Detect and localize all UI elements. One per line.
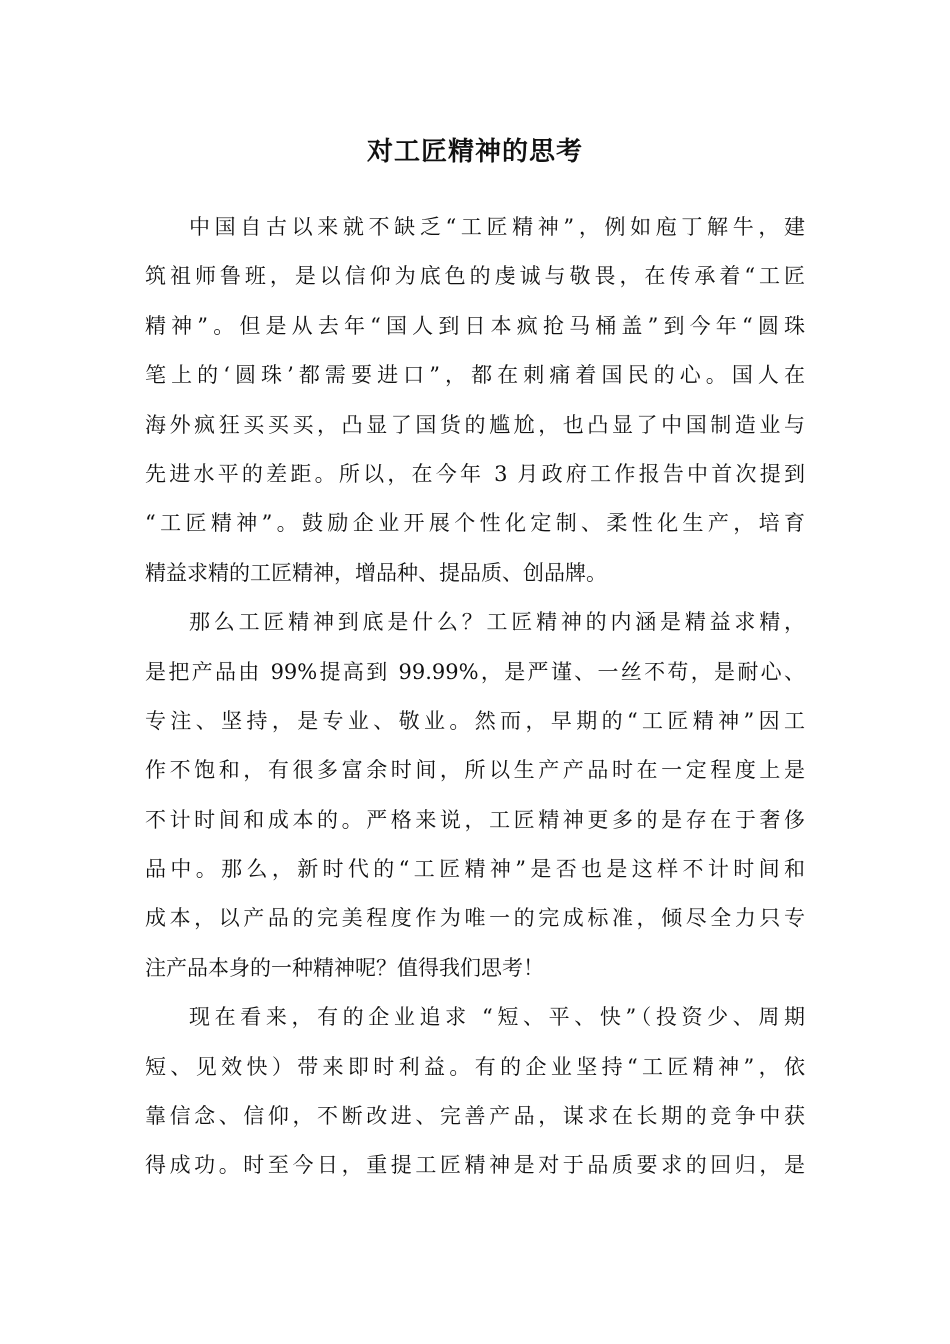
- paragraph-1-line-1: 中国自古以来就不缺乏“工匠精神”，例如庖丁解牛，建: [189, 215, 805, 239]
- paragraph-1-line-2: 筑祖师鲁班，是以信仰为底色的虔诚与敬畏，在传承着“工匠: [145, 264, 805, 289]
- paragraph-2-line-7: 成本，以产品的完美程度作为唯一的完成标准，倾尽全力只专: [145, 906, 805, 931]
- paragraph-2-line-8: 注产品本身的一种精神呢？值得我们思考！: [145, 955, 544, 980]
- paragraph-3-line-1: 现在看来，有的企业追求 “短、平、快”（投资少、周期: [189, 1005, 805, 1030]
- paragraph-1-line-6: 先进水平的差距。所以，在今年 3 月政府工作报告中首次提到: [145, 461, 805, 486]
- paragraph-2-line-5: 不计时间和成本的。严格来说，工匠精神更多的是存在于奢侈: [145, 807, 805, 832]
- paragraph-2-line-3: 专注、坚持，是专业、敬业。然而，早期的“工匠精神”因工: [145, 708, 805, 733]
- paragraph-2-line-1: 那么工匠精神到底是什么？工匠精神的内涵是精益求精，: [189, 610, 805, 635]
- paragraph-3-line-4: 得成功。时至今日，重提工匠精神是对于品质要求的回归，是: [145, 1153, 805, 1178]
- paragraph-2-line-6: 品中。那么，新时代的“工匠精神”是否也是这样不计时间和: [145, 857, 805, 882]
- document-body: [145, 203, 805, 1191]
- paragraph-1-line-3: 精神”。但是从去年“国人到日本疯抢马桶盖”到今年“圆珠: [145, 313, 805, 338]
- paragraph-2-line-4: 作不饱和，有很多富余时间，所以生产产品时在一定程度上是: [145, 758, 805, 783]
- paragraph-1-line-4: 笔上的‘圆珠’都需要进口”，都在刺痛着国民的心。国人在: [145, 363, 805, 388]
- paragraph-1-line-7: “工匠精神”。鼓励企业开展个性化定制、柔性化生产，培育: [145, 511, 805, 536]
- paragraph-2-line-2: 是把产品由 99%提高到 99.99%，是严谨、一丝不苟，是耐心、: [145, 659, 805, 684]
- paragraph-3-line-3: 靠信念、信仰，不断改进、完善产品，谋求在长期的竞争中获: [145, 1104, 805, 1129]
- paragraph-1-line-8: 精益求精的工匠精神，增品种、提品质、创品牌。: [145, 560, 607, 585]
- document-title: 对工匠精神的思考: [366, 137, 583, 167]
- paragraph-1-line-5: 海外疯狂买买买，凸显了国货的尴尬，也凸显了中国制造业与: [145, 412, 805, 437]
- paragraph-3-line-2: 短、见效快）带来即时利益。有的企业坚持“工匠精神”，依: [145, 1054, 805, 1079]
